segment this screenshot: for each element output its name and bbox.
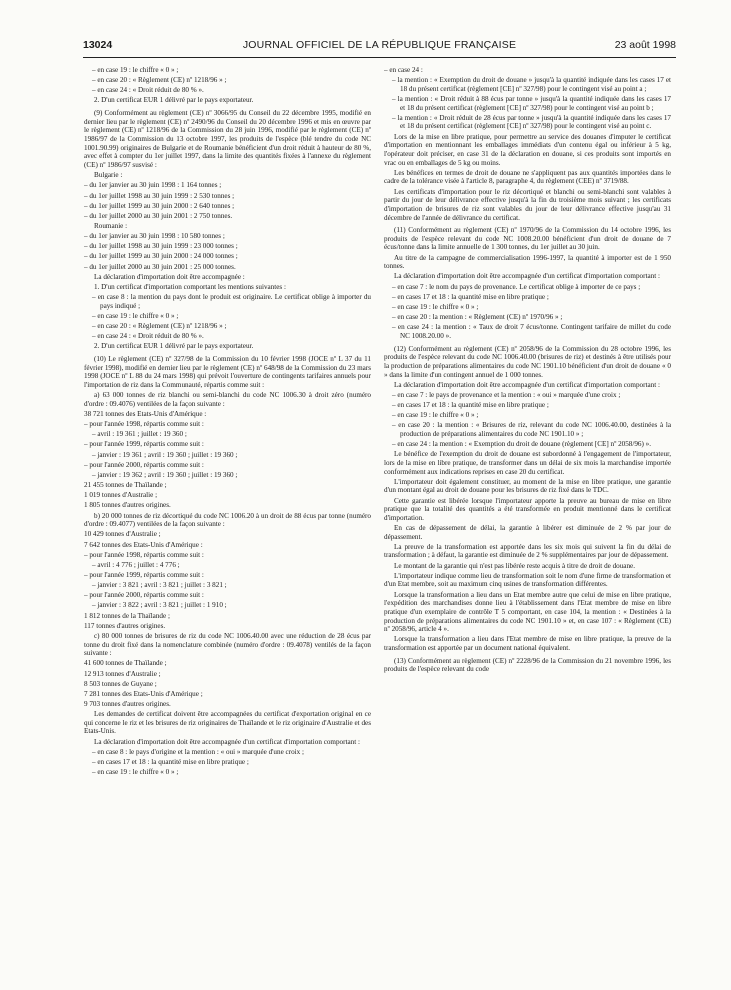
paragraph: – en case 8 : le pays d'origine et la mention : « oui » marquée d'une croix ; [92,747,304,756]
paragraph: – pour l'année 1998, répartis comme suit : [84,550,204,559]
paragraph: – en case 24 : [384,66,423,74]
paragraph: – janvier : 3 821 ; avril : 3 821 ; juillet : 3 821 ; [92,581,227,590]
paragraph: Le montant de la garantie qui n'est pas libérée reste acquis à titre de droit de douane. [394,561,635,570]
paragraph: – du 1er janvier au 30 juin 1998 : 10 580 tonnes ; [84,232,225,241]
paragraph: – en case 24 : la mention : « Exemption du droit de douane (règlement [CE] nº 2058/96) ». [392,440,652,449]
paragraph: La preuve de la transformation est apportée dans les six mois qui suivent la fin du délai de transformation ; à défaut, la garantie est diminuée de 2 % supplémentaires par jour de dépassement. [384,542,671,560]
paragraph: – pour l'année 1999, répartis comme suit : [84,440,204,449]
paragraph: 10 429 tonnes d'Australie ; [84,530,161,539]
paragraph: L'importateur indique comme lieu de transformation soit le nom d'une firme de transformation et d'un Etat membre, soit au maximum cinq usines de transformation différentes. [384,571,671,589]
paragraph: – en case 19 : le chiffre « 0 » ; [92,66,179,74]
paragraph: 7 281 tonnes des Etats-Unis d'Amérique ; [84,689,203,698]
paragraph: En cas de dépassement de délai, la garantie à libérer est diminuée de 2 % par jour de dépassement. [384,524,671,541]
paragraph: Cette garantie est libérée lorsque l'importateur apporte la preuve au bureau de mise en libre pratique que la totalité des quantités a été transformée en produit mentionné dans le certificat d'importation. [384,496,671,522]
journal-title: JOURNAL OFFICIEL DE LA RÉPUBLIQUE FRANÇAISE [242,39,517,51]
paragraph: 38 721 tonnes des Etats-Unis d'Amérique : [84,409,207,418]
paragraph: 41 600 tonnes de Thaïlande ; [84,659,167,668]
paragraph: L'importateur doit également constituer, au moment de la mise en libre pratique, une garantie d'un montant égal au droit de douane pour les brisures de riz fixé dans le TDC. [384,477,671,495]
paragraph: 8 503 tonnes de Guyane ; [84,679,157,688]
paragraph: (13) Conformément au règlement (CE) nº 2228/96 de la Commission du 21 novembre 1996, les produits de l'espèce relevant du code [384,656,671,674]
paragraph: – pour l'année 1998, répartis comme suit : [84,420,204,429]
paragraph: Bulgarie : [94,171,123,180]
paragraph: – en case 19 : le chiffre « 0 » ; [92,768,179,777]
paragraph: 1 019 tonnes d'Australie ; [84,491,158,500]
paragraph: 12 913 tonnes d'Australie ; [84,669,161,678]
paragraph: (12) Conformément au règlement (CE) nº 2058/96 de la Commission du 28 octobre 1996, les produits de l'espèce relevant du code NC 1006.40.00 (brisures de riz) et destinés à être utilisés pour la production de préparations alimentaires du code NC 1901.10 bénéficient d'un droit de douane « 0 » dans la limite d'un contingent annuel de 1 000 tonnes. [384,344,671,379]
paragraph: 1 805 tonnes d'autres origines. [84,501,171,510]
header-rule [83,57,676,58]
paragraph: La déclaration d'importation doit être accompagnée d'un certificat d'importation comportant : [94,737,360,746]
paragraph: – avril : 19 361 ; juillet : 19 360 ; [92,430,187,439]
paragraph: – en case 8 : la mention du pays dont le produit est originaire. Le certificat oblige à importer du pays indiqué ; [92,293,371,310]
paragraph: Roumanie : [94,222,128,230]
paragraph: Lorsque la transformation a lieu dans un Etat membre autre que celui de mise en libre pratique, l'expédition des marchandises donne lieu à l'établissement dans l'Etat membre de mise en libre pratique d'un exemplaire de contrôle T 5 comportant, en case 104, la mention : « Destinées à la production de préparations alimentaires du code NC 1901.10 » et, en case 107 : « Règlement (CE) nº 2058/96, article 4 ». [384,590,671,634]
paragraph: – du 1er juillet 1999 au 30 juin 2000 : 24 000 tonnes ; [84,252,238,261]
paragraph: 2. D'un certificat EUR 1 délivré par le pays exportateur. [94,342,254,351]
paragraph: – en case 24 : « Droit réduit de 80 % ». [92,332,204,341]
paragraph: – avril : 4 776 ; juillet : 4 776 ; [92,560,180,569]
paragraph: 7 642 tonnes des Etats-Unis d'Amérique : [84,540,203,549]
issue-date: 23 août 1998 [614,39,676,51]
paragraph: – en cases 17 et 18 : la quantité mise en libre pratique ; [392,400,549,409]
paragraph: – janvier : 3 822 ; avril : 3 821 ; juillet : 1 910 ; [92,601,227,610]
paragraph: Les certificats d'importation pour le riz décortiqué et blanchi ou semi-blanchi sont valables à partir du jour de leur délivrance effective jusqu'à la fin du troisième mois suivant ; les certificats d'importation de brisures de riz sont valables du jour de leur délivrance effective jusqu'au 31 décembre de l'année de délivrance du certificat. [384,187,671,222]
right-column [384,66,671,986]
paragraph: – la mention : « Droit réduit de 28 écus par tonne » jusqu'à la quantité indiquée dans les cases 17 et 18 du présent certificat (règlement [CE] nº 327/98) pour le contingent visé au point c. [392,113,671,131]
paragraph: (10) Le règlement (CE) nº 327/98 de la Commission du 10 février 1998 (JOCE nº L 37 du 11 février 1998), modifié en dernier lieu par le règlement (CE) nº 648/98 de la Commission du 23 mars 1998 (JOCE nº L 88 du 24 mars 1998) qui prévoit l'ouverture de contingents tarifaires annuels pour l'importation de riz dans la Communauté, répartis comme suit : [84,355,371,389]
paragraph: 1. D'un certificat d'importation comportant les mentions suivantes : [94,282,286,291]
paragraph: La déclaration d'importation doit être accompagnée d'un certificat d'importation comportant : [394,272,660,281]
paragraph: (9) Conformément au règlement (CE) nº 3066/95 du Conseil du 22 décembre 1995, modifié en dernier lieu par le règlement (CE) nº 2490/96 du Conseil du 20 décembre 1996 et mis en œuvre par le règlement (CE) nº 1218/96 de la Commission du 28 juin 1996, modifié par le règlement (CE) nº 1986/97 de la Commission du 13 octobre 1997, les produits de l'espèce (blé tendre du code NC 1001.90.99) originaires de Bulgarie et de Roumanie bénéficient d'un droit réduit à hauteur de 80 %, avec effet à compter du 1er juillet 1997, dans la limite des quantités fixées à l'annexe du règlement (CE) nº 1986/97 susvisé : [84,109,371,170]
paragraph: La déclaration d'importation doit être accompagnée d'un certificat d'importation comportant : [394,380,660,389]
paragraph: – du 1er juillet 1999 au 30 juin 2000 : 2 640 tonnes ; [84,201,235,210]
paragraph: – du 1er janvier au 30 juin 1998 : 1 164 tonnes ; [84,181,222,190]
paragraph: 9 703 tonnes d'autres origines. [84,700,171,708]
paragraph: – en cases 17 et 18 : la quantité mise en libre pratique ; [92,757,249,766]
paragraph: c) 80 000 tonnes de brisures de riz du code NC 1006.40.00 avec une réduction de 28 écus par tonne du droit fixé dans la nomenclature combinée (numéro d'ordre : 09.4078) ventilés de la façon suivante : [84,631,371,658]
paragraph: – en case 19 : le chiffre « 0 » ; [92,311,179,320]
paragraph: – en case 19 : le chiffre « 0 » ; [392,411,479,420]
paragraph: (11) Conformément au règlement (CE) nº 1970/96 de la Commission du 14 octobre 1996, les produits de l'espèce relevant du code NC 1008.20.00 bénéficient d'un droit de douane de 7 écus/tonne dans la limite annuelle de 1 300 tonnes, du 1er juillet au 30 juin. [384,226,671,252]
paragraph: – en case 20 : la mention : « Règlement (CE) nº 1970/96 » ; [392,313,563,322]
paragraph: Les bénéfices en termes de droit de douane ne s'appliquent pas aux quantités importées dans le cadre de la tolérance visée à l'article 8, paragraphe 4, du règlement (CEE) nº 3719/88. [384,168,671,186]
paragraph: Au titre de la campagne de commercialisation 1996-1997, la quantité à importer est de 1 950 tonnes. [384,253,671,271]
paragraph: Le bénéfice de l'exemption du droit de douane est subordonné à l'engagement de l'importateur, lors de la mise en libre pratique, de transformer dans un délai de six mois la marchandise importée conformément aux indications reprises en case 20 du certificat. [384,450,671,476]
page-header [83,37,676,55]
paragraph: Les demandes de certificat doivent être accompagnées du certificat d'exportation original en ce qui concerne le riz et les brisures de riz originaires de Thaïlande et le riz originaire d'Australie et des Etats-Unis. [84,710,371,736]
paragraph: – pour l'année 2000, répartis comme suit : [84,460,204,469]
paragraph: – en case 20 : « Règlement (CE) nº 1218/96 » ; [92,322,227,331]
paragraph: – en case 24 : « Droit réduit de 80 % ». [92,86,204,95]
paragraph: – du 1er juillet 1998 au 30 juin 1999 : 23 000 tonnes ; [84,242,238,251]
paragraph: b) 20 000 tonnes de riz décortiqué du code NC 1006.20 à un droit de 88 écus par tonne (numéro d'ordre : 09.4077) ventilées de la façon suivante : [84,511,371,529]
paragraph: – du 1er juillet 1998 au 30 juin 1999 : 2 530 tonnes ; [84,191,235,200]
paragraph: – en case 24 : la mention : « Taux de droit 7 écus/tonne. Contingent tarifaire de millet du code NC 1008.20.00 ». [392,323,671,340]
paragraph: 117 tonnes d'autres origines. [84,621,166,630]
paragraph: – la mention : « Droit réduit à 88 écus par tonne » jusqu'à la quantité indiquée dans les cases 17 et 18 du présent certificat (règlement [CE] nº 327/98) pour le contingent visé au point b ; [392,94,671,112]
paragraph: 1 812 tonnes de la Thaïlande ; [84,611,170,620]
paragraph: Lors de la mise en libre pratique, pour permettre au service des douanes d'imputer le certificat d'importation en mentionnant les emballages immédiats d'un contenu égal ou inférieur à 5 kg, l'opérateur doit préciser, en case 31 de la déclaration en douane, si ces produits sont importés en vrac ou en emballages de 5 kg ou moins. [384,132,671,167]
left-column [84,66,371,986]
paragraph: – pour l'année 2000, répartis comme suit : [84,591,204,600]
paragraph: Lorsque la transformation a lieu dans l'Etat membre de mise en libre pratique, la preuve de la transformation est apportée par un document national équivalent. [384,635,671,653]
paragraph: – du 1er juillet 2000 au 30 juin 2001 : 25 000 tonnes. [84,262,236,271]
paragraph: – en cases 17 et 18 : la quantité mise en libre pratique ; [392,292,549,301]
paragraph: – en case 19 : le chiffre « 0 » ; [392,302,479,311]
paragraph: – en case 7 : le nom du pays de provenance. Le certificat oblige à importer de ce pays ; [392,282,641,291]
paragraph: – du 1er juillet 2000 au 30 juin 2001 : 2 750 tonnes. [84,211,233,220]
paragraph: – en case 20 : la mention : « Brisures de riz, relevant du code NC 1006.40.00, destinées à la production de préparations alimentaires du code NC 1901.10 » ; [392,421,671,438]
paragraph: La déclaration d'importation doit être accompagnée : [94,272,245,281]
paragraph: a) 63 000 tonnes de riz blanchi ou semi-blanchi du code NC 1006.30 à droit zéro (numéro d'ordre : 09.4076) ventilées de la façon suivante : [84,391,371,408]
paragraph: – janvier : 19 361 ; avril : 19 360 ; juillet : 19 360 ; [92,450,238,459]
paragraph: – en case 7 : le pays de provenance et la mention : « oui » marquée d'une croix ; [392,390,621,399]
paragraph: – pour l'année 1999, répartis comme suit : [84,570,204,579]
page-number: 13024 [83,39,113,51]
paragraph: – la mention : « Exemption du droit de douane » jusqu'à la quantité indiquée dans les cases 17 et 18 du présent certificat (règlement [CE] nº 327/98) pour le contingent visé au point a ; [392,76,671,93]
paragraph: – en case 20 : « Règlement (CE) nº 1218/96 » ; [92,76,227,85]
paragraph: 21 455 tonnes de Thaïlande ; [84,481,167,490]
paragraph: – janvier : 19 362 ; avril : 19 360 ; juillet : 19 360 ; [92,470,238,479]
paragraph: 2. D'un certificat EUR 1 délivré par le pays exportateur. [94,96,254,105]
